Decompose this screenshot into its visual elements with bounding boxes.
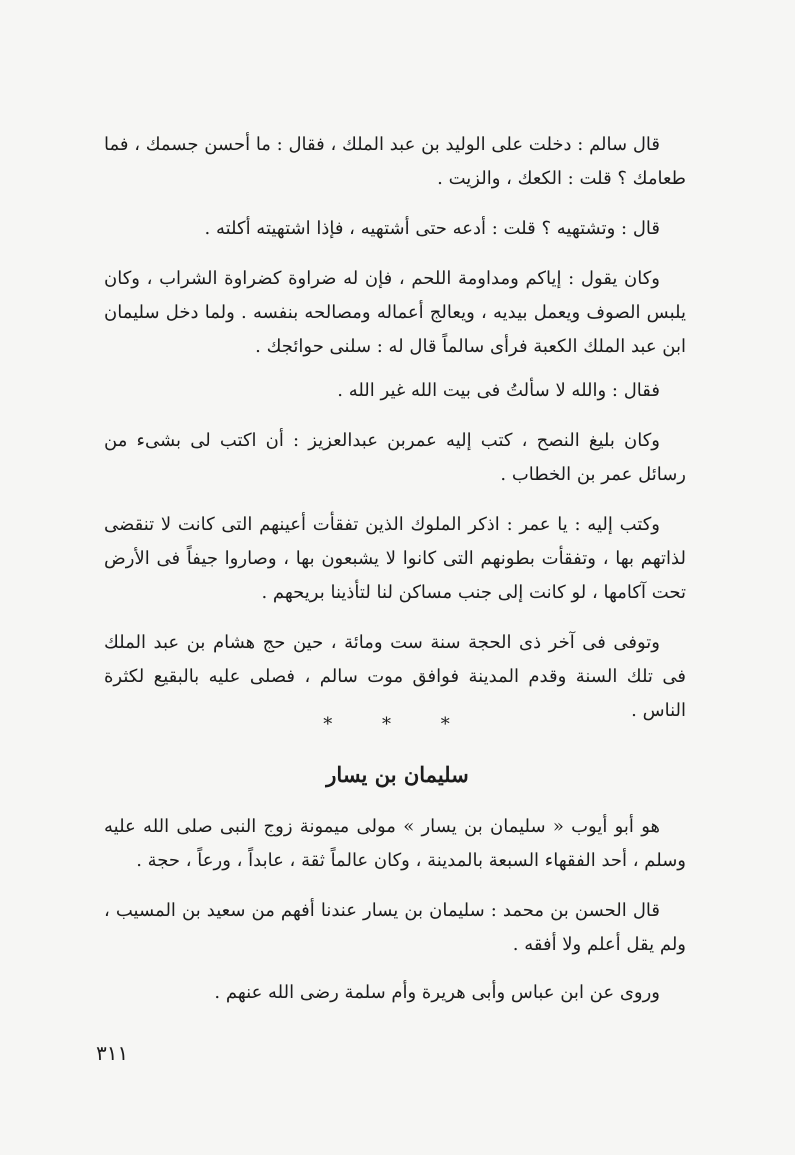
paragraph-umar-letter-request: وكان بليغ النصح ، كتب إليه عمربن عبدالعزيز : أن اكتب لى بشىء من رسائل عمر بن الخطاب . [104,430,686,485]
paragraph-desire-food: قال : وتشتهيه ؟ قلت : أدعه حتى أشتهيه ، فإذا اشتهيته أكلته . [204,218,660,239]
page-number: ٣١١ [96,1041,129,1065]
section-separator: * * * [323,714,472,735]
paragraph-narrations: وروى عن ابن عباس وأبى هريرة وأم سلمة رضى الله عنهم . [214,982,660,1003]
paragraph-death: وتوفى فى آخر ذى الحجة سنة ست ومائة ، حين حج هشام بن عبد الملك فى تلك السنة وقدم المدينة فوافق موت سالم ، فصلى عليه بالبقيع لكثرة الناس . [104,632,686,721]
paragraph-letter-content: وكتب إليه : يا عمر : اذكر الملوك الذين تفقأت أعينهم التى كانت لا تنقضى لذاتهم بها ، وتفقأت بطونهم التى كانوا لا يشبعون بها ، وصاروا جيفاً فى الأرض تحت آكامها ، لو كانت إلى جنب مساكن لنا لتأذينا بريحهم . [104,514,686,603]
paragraph-hasan-quote: قال الحسن بن محمد : سليمان بن يسار عندنا أفهم من سعيد بن المسيب ، ولم يقل أعلم ولا أفقه . [104,900,686,955]
paragraph-sulayman-intro: هو أبو أيوب « سليمان بن يسار » مولى ميمونة زوج النبى صلى الله عليه وسلم ، أحد الفقهاء السبعة بالمدينة ، وكان عالماً ثقة ، عابداً ، ورعاً ، حجة . [104,816,686,871]
paragraph-salim-walid: قال سالم : دخلت على الوليد بن عبد الملك ، فقال : ما أحسن جسمك ، فما طعامك ؟ قلت : الكعك ، والزيت . [103,134,686,189]
paragraph-ask-only-god: فقال : والله لا سألتُ فى بيت الله غير الله . [337,380,660,401]
paragraph-meat-warning: وكان يقول : إياكم ومداومة اللحم ، فإن له ضراوة كضراوة الشراب ، وكان يلبس الصوف ويعمل بيديه ، ويعالج أعماله ومصالحه بنفسه . ولما دخل سليمان ابن عبد الملك الكعبة فرأى سالماً قال له : سلنى حوائجك . [104,268,686,357]
section-title: سليمان بن يسار [326,762,469,787]
